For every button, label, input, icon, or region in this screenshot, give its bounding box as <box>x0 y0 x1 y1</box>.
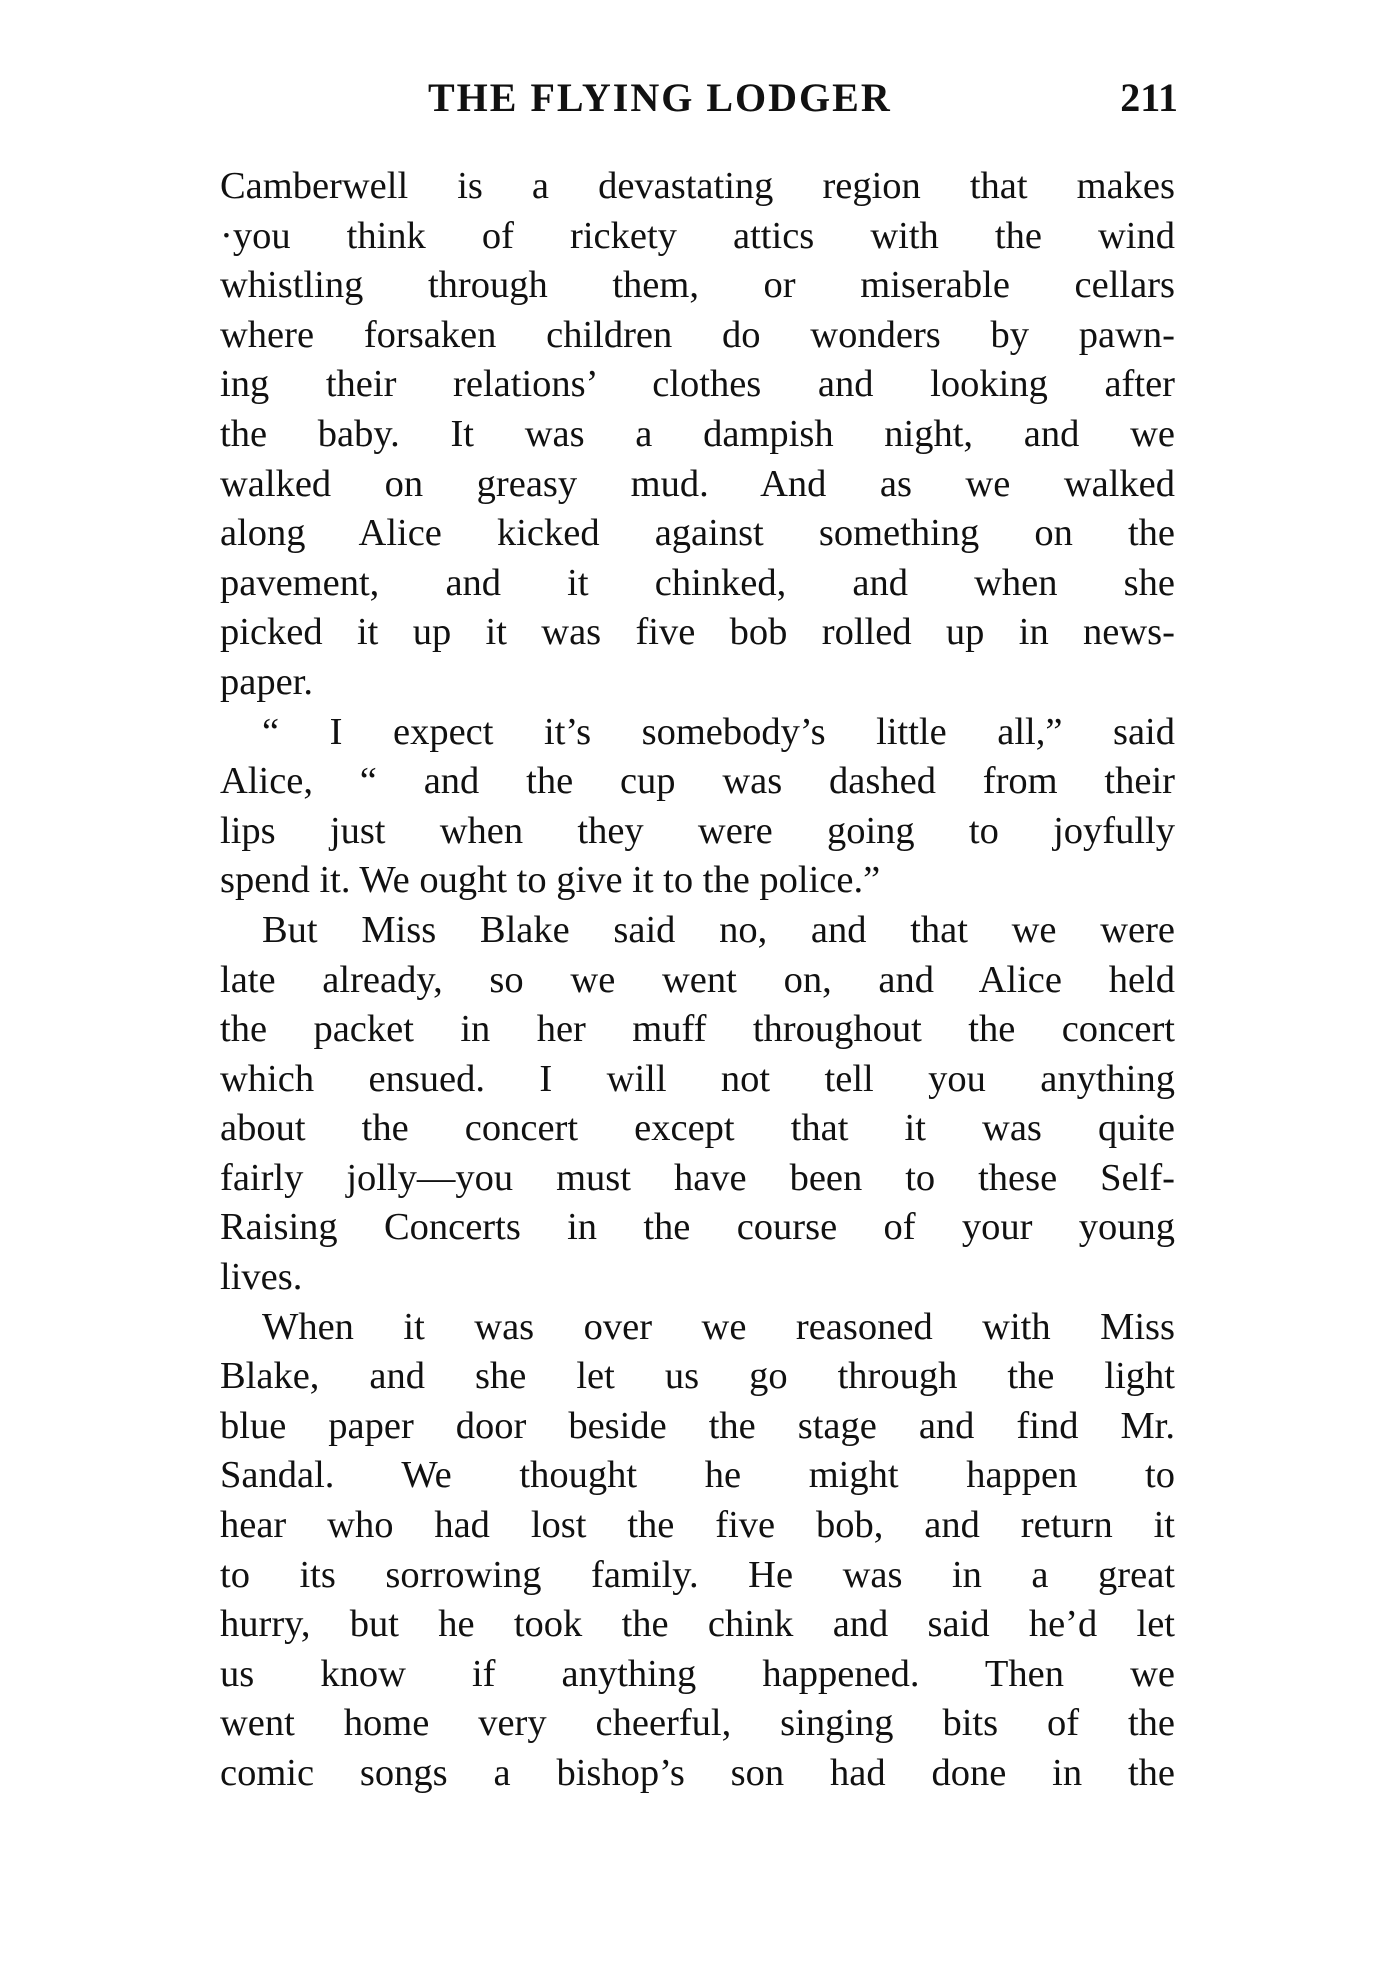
body-text <box>220 162 1175 1799</box>
text-line: pavement, and it chinked, and when she <box>220 561 1175 604</box>
text-line: “ I expect it’s somebody’s little all,” said <box>262 710 1175 753</box>
text-line: But Miss Blake said no, and that we were <box>262 908 1175 951</box>
text-line: blue paper door beside the stage and find Mr. <box>220 1404 1175 1447</box>
text-line: paper. <box>220 660 313 703</box>
text-line: hear who had lost the five bob, and return it <box>220 1504 1175 1547</box>
page-header <box>218 68 1178 128</box>
text-line: hurry, but he took the chink and said he’d let <box>220 1603 1175 1646</box>
text-line: picked it up it was five bob rolled up in news- <box>220 611 1175 654</box>
text-line: the baby. It was a dampish night, and we <box>220 412 1175 455</box>
text-line: Alice, “ and the cup was dashed from their <box>220 760 1175 803</box>
text-line: Sandal. We thought he might happen to <box>220 1454 1175 1497</box>
text-line: fairly jolly—you must have been to these Self- <box>220 1156 1175 1199</box>
text-line: late already, so we went on, and Alice held <box>220 958 1175 1001</box>
text-line: lips just when they were going to joyfully <box>220 809 1175 852</box>
text-line: Raising Concerts in the course of your young <box>220 1206 1175 1249</box>
running-title: THE FLYING LODGER <box>428 75 892 120</box>
text-line: about the concert except that it was quite <box>220 1107 1175 1150</box>
text-line: lives. <box>220 1256 303 1299</box>
text-line: whistling through them, or miserable cellars <box>220 264 1175 307</box>
text-line: spend it. We ought to give it to the police.” <box>220 859 881 902</box>
text-line: comic songs a bishop’s son had done in the <box>220 1752 1175 1794</box>
text-line: where forsaken children do wonders by pawn- <box>220 313 1175 356</box>
text-line: ing their relations’ clothes and looking after <box>220 363 1175 406</box>
text-line: along Alice kicked against something on the <box>220 512 1175 555</box>
text-line: to its sorrowing family. He was in a great <box>220 1553 1175 1596</box>
text-line: the packet in her muff throughout the concert <box>220 1008 1175 1051</box>
text-line: us know if anything happened. Then we <box>220 1652 1175 1695</box>
text-line: walked on greasy mud. And as we walked <box>220 462 1175 505</box>
text-line: When it was over we reasoned with Miss <box>262 1305 1175 1348</box>
text-line: ·you think of rickety attics with the wind <box>220 214 1175 257</box>
text-line: which ensued. I will not tell you anything <box>220 1057 1175 1100</box>
text-line: Camberwell is a devastating region that makes <box>220 165 1175 207</box>
page-number: 211 <box>1120 75 1178 120</box>
text-line: went home very cheerful, singing bits of the <box>220 1702 1175 1745</box>
text-line: Blake, and she let us go through the light <box>220 1355 1175 1398</box>
